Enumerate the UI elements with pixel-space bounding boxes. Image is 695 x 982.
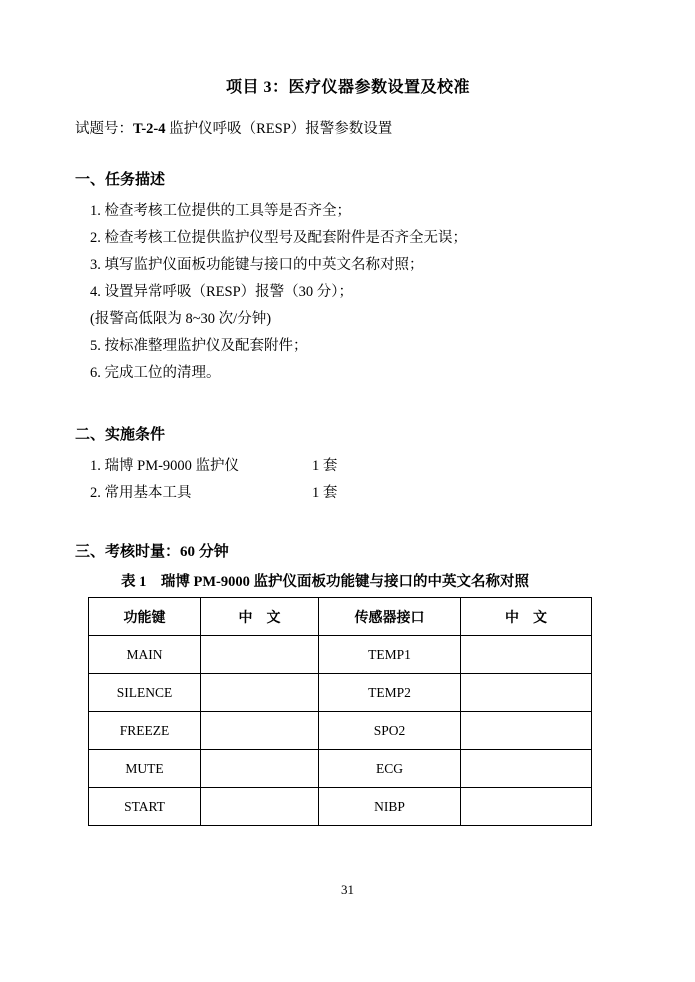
table-cell-blank bbox=[201, 788, 319, 826]
section-assessment-time bbox=[75, 540, 621, 826]
table-cell: SILENCE bbox=[89, 674, 201, 712]
table-header-chinese-2: 中 文 bbox=[461, 598, 592, 636]
question-number-label: 试题号： bbox=[75, 121, 133, 137]
table-header-chinese-1: 中 文 bbox=[201, 598, 319, 636]
list-item: 5. 按标准整理监护仪及配套附件； bbox=[90, 338, 308, 354]
table-cell: START bbox=[89, 788, 201, 826]
condition-quantity: 1 套 bbox=[312, 458, 338, 474]
list-item: (报警高低限为 8~30 次/分钟) bbox=[90, 311, 272, 327]
question-code: T-2-4 bbox=[133, 121, 166, 137]
table-cell: NIBP bbox=[319, 788, 461, 826]
table-cell: SPO2 bbox=[319, 712, 461, 750]
section-heading: 二、实施条件 bbox=[75, 427, 166, 443]
table-cell: ECG bbox=[319, 750, 461, 788]
section-heading: 三、考核时量：60 分钟 bbox=[75, 544, 229, 560]
question-title: 监护仪呼吸（RESP）报警参数设置 bbox=[165, 121, 393, 137]
table-row bbox=[89, 636, 592, 674]
table-cell: TEMP1 bbox=[319, 636, 461, 674]
question-number-line bbox=[75, 117, 621, 138]
table-row bbox=[89, 750, 592, 788]
section-task-description bbox=[75, 168, 621, 387]
list-item: 4. 设置异常呼吸（RESP）报警（30 分）； bbox=[90, 284, 354, 300]
table-cell-blank bbox=[461, 712, 592, 750]
table-header-row bbox=[89, 598, 592, 636]
table-cell-blank bbox=[201, 636, 319, 674]
table-cell: FREEZE bbox=[89, 712, 201, 750]
table-cell: MAIN bbox=[89, 636, 201, 674]
table-header-function-key: 功能键 bbox=[89, 598, 201, 636]
list-item: 3. 填写监护仪面板功能键与接口的中英文名称对照； bbox=[90, 257, 424, 273]
table-cell-blank bbox=[201, 750, 319, 788]
table-cell-blank bbox=[201, 712, 319, 750]
list-item: 2. 检查考核工位提供监护仪型号及配套附件是否齐全无误； bbox=[90, 230, 467, 246]
table-row bbox=[89, 712, 592, 750]
section-heading: 一、任务描述 bbox=[75, 172, 166, 188]
table-cell-blank bbox=[201, 674, 319, 712]
table-cell-blank bbox=[461, 788, 592, 826]
table-header-sensor-port: 传感器接口 bbox=[319, 598, 461, 636]
table-cell: MUTE bbox=[89, 750, 201, 788]
condition-item bbox=[75, 480, 621, 507]
table-row bbox=[89, 788, 592, 826]
table-cell: TEMP2 bbox=[319, 674, 461, 712]
panel-key-comparison-table bbox=[88, 597, 592, 826]
condition-quantity: 1 套 bbox=[312, 485, 338, 501]
list-item: 6. 完成工位的清理。 bbox=[90, 365, 221, 381]
task-list bbox=[75, 198, 621, 387]
list-item: 1. 检查考核工位提供的工具等是否齐全； bbox=[90, 203, 351, 219]
table-cell-blank bbox=[461, 636, 592, 674]
table-caption: 表 1 瑞博 PM-9000 监护仪面板功能键与接口的中英文名称对照 bbox=[121, 574, 529, 590]
page-number: 31 bbox=[341, 882, 354, 897]
table-row bbox=[89, 674, 592, 712]
condition-name: 1. 瑞博 PM-9000 监护仪 bbox=[90, 458, 240, 474]
condition-name: 2. 常用基本工具 bbox=[90, 485, 192, 501]
table-cell-blank bbox=[461, 750, 592, 788]
table-cell-blank bbox=[461, 674, 592, 712]
page-title: 项目 3：医疗仪器参数设置及校准 bbox=[225, 79, 470, 96]
condition-item bbox=[75, 453, 621, 480]
section-implementation-conditions bbox=[75, 423, 621, 507]
